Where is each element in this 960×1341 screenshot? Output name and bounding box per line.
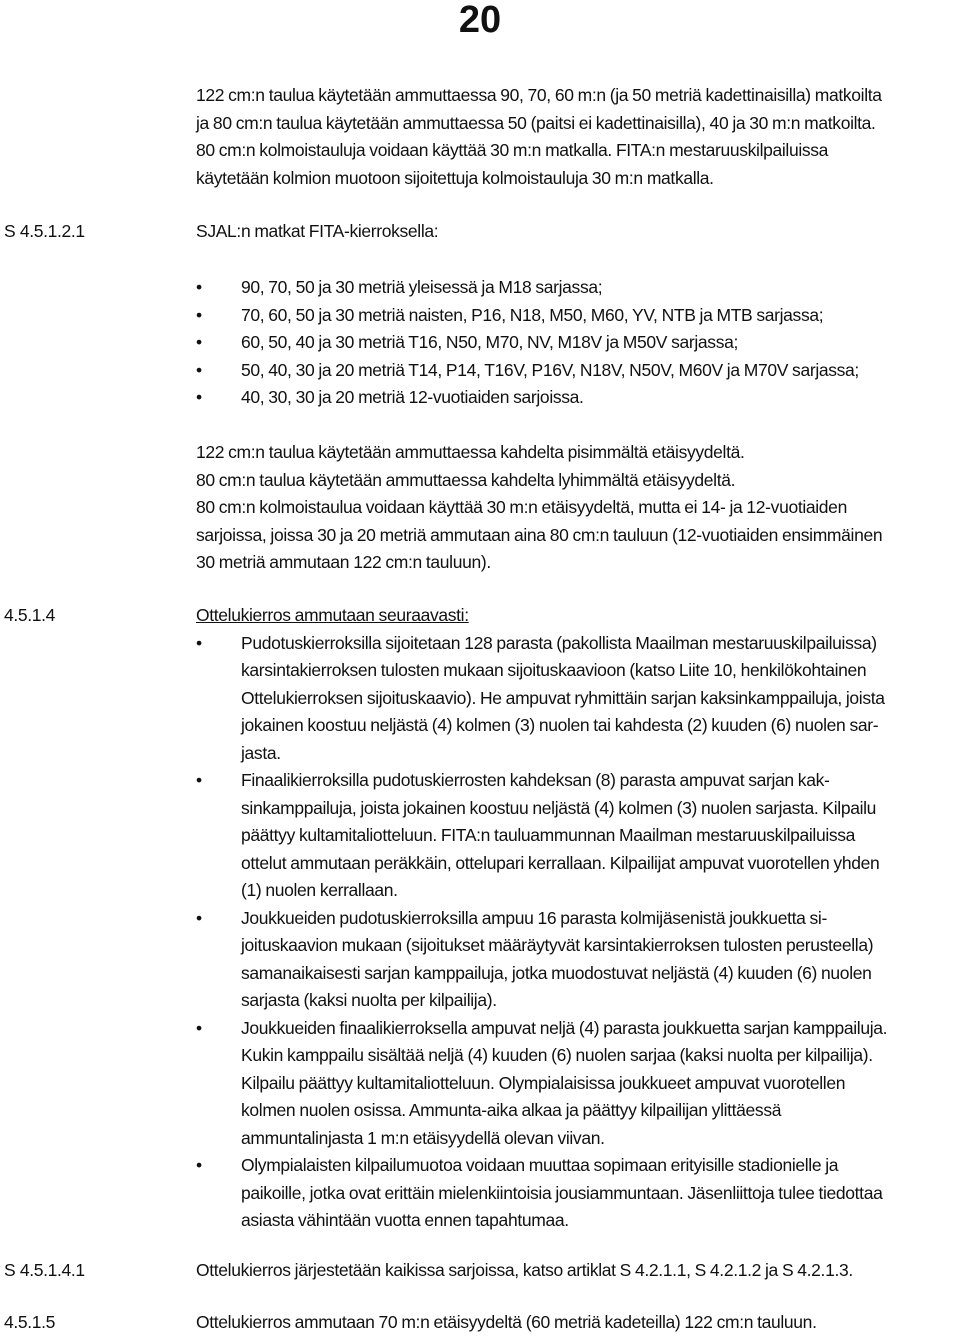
list-item-line: asiasta vähintään vuotta ennen tapahtumaa. [241, 1210, 569, 1230]
bullet-icon: • [196, 632, 202, 653]
section-4515-text: Ottelukierros ammutaan 70 m:n etäisyydeltä (60 metriä kadeteilla) 122 cm:n tauluun. [196, 1312, 817, 1332]
list-item-line: paikoille, jotka ovat erittäin mielenkiintoisia jousiammuntaan. Jäsenliittoja tulee tiedottaa [241, 1182, 883, 1203]
note-line: 30 metriä ammutaan 122 cm:n tauluun). [196, 552, 491, 572]
list-item [196, 329, 958, 357]
bullet-icon: • [196, 304, 202, 325]
section-number-s45141: S 4.5.1.4.1 [4, 1260, 85, 1280]
bullet-icon: • [196, 359, 202, 380]
bullet-icon: • [196, 387, 202, 407]
list-item-text: 90, 70, 50 ja 30 metriä yleisessä ja M18 sarjassa; [241, 277, 603, 297]
section-heading-s45121 [196, 218, 958, 246]
section-s45141-text: Ottelukierros järjestetään kaikissa sarjoissa, katso artiklat S 4.2.1.1, S 4.2.1.2 ja S 4.2.1.3. [196, 1260, 853, 1280]
note-line: sarjoissa, joissa 30 ja 20 metriä ammutaan aina 80 cm:n tauluun (12-vuotiaiden ensimmäinen [196, 524, 883, 545]
bullet-icon: • [196, 907, 202, 928]
section-number-s45121: S 4.5.1.2.1 [4, 221, 85, 241]
intro-line: 122 cm:n taulua käytetään ammuttaessa 90, 70, 60 m:n (ja 50 metriä kadettinaisilla) matkoilta [196, 85, 882, 105]
list-item [196, 1015, 958, 1153]
intro-line: käytetään kolmion muotoon sijoitettuja kolmoistauluja 30 m:n matkalla. [196, 167, 714, 188]
distance-list [196, 274, 958, 412]
section-4514 [196, 602, 958, 1235]
list-item-line: Finaalikierroksilla pudotuskierrosten kahdeksan (8) parasta ampuvat sarjan kak- [241, 770, 830, 790]
target-size-notes [196, 439, 958, 577]
list-item [196, 630, 958, 768]
bullet-icon: • [196, 1155, 202, 1175]
note-line: 80 cm:n kolmoistaulua voidaan käyttää 30 m:n etäisyydeltä, mutta ei 14- ja 12-vuotiaiden [196, 497, 847, 517]
list-item-line: sinkamppailuja, joista jokainen koostuu neljästä (4) kolmen (3) nuolen sarjasta. Kilpailu [241, 797, 877, 818]
list-item-line: ottelut ammutaan peräkkäin, ottelupari kerrallaan. Kilpailijat ampuvat vuorotellen yhden [241, 852, 880, 873]
list-item-line: Joukkueiden finaalikierroksella ampuvat neljä (4) parasta joukkuetta sarjan kamppailuja. [241, 1017, 888, 1038]
bullet-icon: • [196, 770, 202, 790]
list-item-text: 50, 40, 30 ja 20 metriä T14, P14, T16V, P16V, N18V, N50V, M60V ja M70V sarjassa; [241, 359, 859, 380]
list-item-text: 60, 50, 40 ja 30 metriä T16, N50, M70, NV, M18V ja M50V sarjassa; [241, 332, 738, 352]
list-item-line: sarjasta (kaksi nuolta per kilpailija). [241, 990, 497, 1010]
page-number: 20 [458, 0, 502, 41]
section-heading: Ottelukierros ammutaan seuraavasti: [196, 605, 469, 625]
section-number-4515: 4.5.1.5 [4, 1312, 56, 1332]
note-line: 80 cm:n taulua käytetään ammuttaessa kahdelta lyhimmältä etäisyydeltä. [196, 469, 736, 490]
section-heading: SJAL:n matkat FITA-kierroksella: [196, 221, 439, 241]
list-item [196, 1152, 958, 1235]
section-number-4514: 4.5.1.4 [4, 605, 56, 625]
list-item-line: joituskaavion mukaan (sijoitukset määräytyvät karsintakierroksen tulosten perusteella) [241, 935, 874, 955]
intro-line: 80 cm:n kolmoistauluja voidaan käyttää 30 m:n matkalla. FITA:n mestaruuskilpailuissa [196, 140, 829, 160]
list-item-line: Kukin kamppailu sisältää neljä (4) kuuden (6) nuolen sarjaa (kaksi nuolta per kilpailija). [241, 1045, 873, 1065]
list-item-text: 70, 60, 50 ja 30 metriä naisten, P16, N18, M50, M60, YV, NTB ja MTB sarjassa; [241, 304, 824, 325]
list-item-line: jokainen koostuu neljästä (4) kolmen (3) nuolen tai kahdesta (2) kuuden (6) nuolen sar- [241, 715, 879, 735]
list-item-line: Kilpailu päättyy kultamitaliotteluun. Olympialaisissa joukkueet ampuvat vuorotellen [241, 1072, 846, 1093]
list-item-text: 40, 30, 30 ja 20 metriä 12-vuotiaiden sarjoissa. [241, 387, 584, 407]
list-item-line: päättyy kultamitaliotteluun. FITA:n tauluammunnan Maailman mestaruuskilpailuissa [241, 825, 856, 845]
list-item-line: kolmen nuolen osissa. Ammunta-aika alkaa ja päättyy kilpailijan ylittäessä [241, 1100, 782, 1120]
list-item [196, 274, 958, 302]
bullet-icon: • [196, 277, 202, 297]
bullet-icon: • [196, 1017, 202, 1038]
bullet-icon: • [196, 332, 202, 352]
list-item-line: jasta. [241, 742, 281, 763]
list-item [196, 905, 958, 1015]
list-item-line: ammuntalinjasta 1 m:n etäisyydellä olevan viivan. [241, 1127, 605, 1148]
list-item-line: Joukkueiden pudotuskierroksilla ampuu 16 parasta kolmijäsenistä joukkuetta si- [241, 907, 827, 928]
list-item-line: Ottelukierroksen sijoituskaavio). He ampuvat ryhmittäin sarjan kaksinkamppailuja, joista [241, 687, 885, 708]
list-item [196, 767, 958, 905]
list-item [196, 357, 958, 385]
list-item-line: karsintakierroksen tulosten mukaan sijoituskaavioon (katso Liite 10, henkilökohtainen [241, 660, 867, 680]
intro-line: ja 80 cm:n taulua käytetään ammuttaessa 50 (paitsi ei kadettinaisilla), 40 ja 30 m:n matkoilta. [196, 112, 876, 133]
list-item [196, 302, 958, 330]
list-item-line: Pudotuskierroksilla sijoitetaan 128 parasta (pakollista Maailman mestaruuskilpailuissa) [241, 632, 877, 653]
list-item-line: (1) nuolen kerrallaan. [241, 880, 398, 900]
list-item-line: Olympialaisten kilpailumuotoa voidaan muuttaa sopimaan erityisille stadionielle ja [241, 1155, 839, 1175]
intro-paragraph [196, 82, 958, 192]
list-item-line: samanaikaisesti sarjan kamppailuja, jotka muodostuvat neljästä (4) kuuden (6) nuolen [241, 962, 872, 983]
list-item [196, 384, 958, 412]
note-line: 122 cm:n taulua käytetään ammuttaessa kahdelta pisimmältä etäisyydeltä. [196, 442, 745, 462]
